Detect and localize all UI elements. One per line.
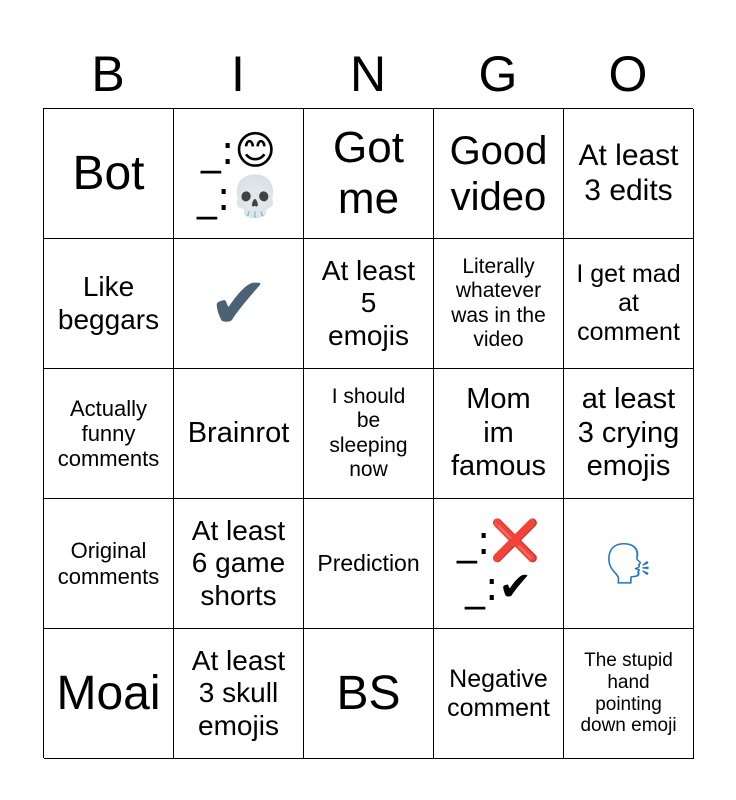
bingo-cell[interactable]: Moai [44,629,174,759]
check-mark-icon: ✔ [208,261,269,346]
bingo-grid [43,108,693,758]
header-letter-b: B [91,46,125,102]
bingo-cell[interactable]: Prediction [304,499,434,629]
bingo-cell[interactable]: Got me [304,109,434,239]
bingo-cell[interactable] [174,239,304,369]
bingo-cell[interactable]: _:❌ _:✔ [434,499,564,629]
bingo-cell[interactable]: At least 3 edits [564,109,694,239]
bingo-cell[interactable]: Like beggars [44,239,174,369]
bingo-cell[interactable]: Mom im famous [434,369,564,499]
bingo-cell[interactable]: The stupid hand pointing down emoji [564,629,694,759]
bingo-cell[interactable]: Bot [44,109,174,239]
bingo-cell[interactable]: Actually funny comments [44,369,174,499]
bingo-cell[interactable]: Good video [434,109,564,239]
bingo-cell[interactable]: BS [304,629,434,759]
bingo-cell[interactable] [564,499,694,629]
bingo-cell[interactable]: Brainrot [174,369,304,499]
speaking-head-icon: 🗣 [603,540,654,587]
bingo-cell[interactable]: _:😊 _:💀 [174,109,304,239]
bingo-header [43,40,693,108]
bingo-cell[interactable]: At least 5 emojis [304,239,434,369]
bingo-cell[interactable]: I should be sleeping now [304,369,434,499]
header-letter-g: G [478,46,518,102]
bingo-cell[interactable]: at least 3 crying emojis [564,369,694,499]
bingo-cell[interactable]: I get mad at comment [564,239,694,369]
header-letter-o: O [608,46,648,102]
bingo-cell[interactable]: At least 6 game shorts [174,499,304,629]
bingo-cell[interactable]: Negative comment [434,629,564,759]
bingo-cell[interactable]: Literally whatever was in the video [434,239,564,369]
bingo-cell[interactable]: Original comments [44,499,174,629]
header-letter-i: I [231,46,245,102]
header-letter-n: N [349,46,387,102]
bingo-cell[interactable]: At least 3 skull emojis [174,629,304,759]
